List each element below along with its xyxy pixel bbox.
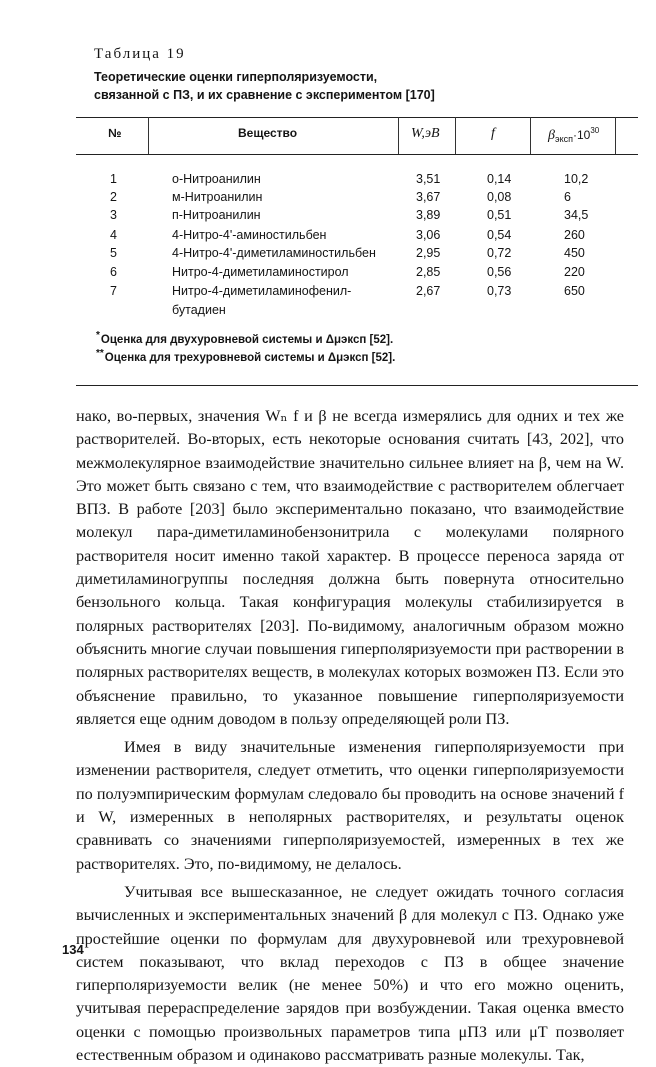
cell-number: 1 bbox=[110, 172, 117, 186]
cell-f: 0,14 bbox=[487, 172, 512, 186]
cell-number: 4 bbox=[110, 228, 117, 242]
footnote bbox=[96, 348, 395, 364]
header-beta bbox=[548, 126, 599, 144]
header-beta-mult: ·10 bbox=[573, 128, 591, 142]
header-divider bbox=[398, 117, 399, 154]
table-row bbox=[0, 228, 656, 246]
cell-number: 6 bbox=[110, 265, 117, 279]
cell-w: 2,67 bbox=[416, 284, 441, 298]
table-caption-line-1: Теоретические оценки гиперполяризуемости, bbox=[94, 70, 378, 84]
cell-substance: о-Нитроанилин bbox=[172, 172, 261, 186]
header-w: W,эВ bbox=[411, 126, 440, 141]
footnote-mark: ** bbox=[96, 348, 104, 359]
cell-substance: 4-Нитро-4'-диметиламиностильбен bbox=[172, 246, 376, 260]
table-row bbox=[0, 246, 656, 264]
table-label: Таблица 19 bbox=[94, 46, 186, 62]
header-divider bbox=[455, 117, 456, 154]
paragraph: Учитывая все вышесказанное, не следует ожидать точного согласия вычисленных и экспериментальных значений β для молекул с ПЗ. Однако уже простейшие оценки по формулам для двухуровневой или трехуровневой систем показывают, что вклад переходов с ПЗ в общее значение гиперполяризуемости велик (не менее 50%) и что его можно оценить, учитывая перераспределение зарядов при возбуждении. Такая оценка вместо оценки с помощью произвольных параметров типа μПЗ или μT позволяет естественным образом и одинаково рассматривать разные молекулы. Так, bbox=[76, 882, 624, 1065]
cell-beta: 450 bbox=[564, 246, 585, 260]
cell-substance: п-Нитроанилин bbox=[172, 208, 261, 222]
cell-f: 0,51 bbox=[487, 208, 512, 222]
cell-substance: 4-Нитро-4'-аминостильбен bbox=[172, 228, 327, 242]
header-beta-sub: эксп bbox=[554, 134, 573, 144]
cell-substance: м-Нитроанилин bbox=[172, 190, 263, 204]
header-divider bbox=[530, 117, 531, 154]
footnote-mark: * bbox=[96, 330, 100, 341]
cell-beta: 260 bbox=[564, 228, 585, 242]
table-caption bbox=[94, 68, 614, 104]
footnote-text: Оценка для трехуровневой системы и Δμэксп [52]. bbox=[104, 352, 396, 364]
table-row-continuation bbox=[0, 303, 656, 321]
cell-beta: 10,2 bbox=[564, 172, 589, 186]
cell-number: 7 bbox=[110, 284, 117, 298]
table-row bbox=[0, 172, 656, 190]
header-f: f bbox=[491, 126, 495, 141]
header-beta-exp: 30 bbox=[590, 126, 600, 135]
header-number: № bbox=[108, 126, 122, 140]
cell-number: 5 bbox=[110, 246, 117, 260]
cell-f: 0,73 bbox=[487, 284, 512, 298]
footnote-text: Оценка для двухуровневой системы и Δμэксп [52]. bbox=[100, 334, 394, 346]
cell-f: 0,56 bbox=[487, 265, 512, 279]
paragraph: Имея в виду значительные изменения гиперполяризуемости при изменении растворителя, следует отметить, что оценки гиперполяризуемости по полуэмпирическим формулам следовало бы проводить на основе значений f и W, измеренных в неполярных растворителях, и результаты оценок сравнивать со значениями гиперполяризуемостей, измеренных в тех же растворителях. Это, по-видимому, не делалось. bbox=[76, 738, 624, 873]
cell-f: 0,54 bbox=[487, 228, 512, 242]
cell-beta: 650 bbox=[564, 284, 585, 298]
header-beta-symbol: β bbox=[548, 128, 555, 143]
body-text bbox=[76, 405, 624, 1067]
table-header-rule bbox=[76, 154, 638, 155]
table-row bbox=[0, 284, 656, 302]
page-number: 134 bbox=[62, 942, 84, 957]
cell-beta: 6 bbox=[564, 190, 571, 204]
cell-f: 0,08 bbox=[487, 190, 512, 204]
cell-w: 3,89 bbox=[416, 208, 441, 222]
table-row bbox=[0, 208, 656, 226]
cell-w: 3,67 bbox=[416, 190, 441, 204]
cell-beta: 220 bbox=[564, 265, 585, 279]
table-bottom-rule bbox=[76, 385, 638, 386]
header-divider bbox=[615, 117, 616, 154]
cell-number: 2 bbox=[110, 190, 117, 204]
paragraph: нако, во-первых, значения Wₙ f и β не всегда измерялись для одних и тех же растворителей. Во-вторых, есть некоторые основания считать [43, 202], что межмолекулярное взаимодействие значительно сильнее влияет на β, чем на W. Это может быть связано с тем, что взаимодействие с растворителем облегчает ВПЗ. В работе [203] было экспериментально показано, что взаимодействие молекул пара-диметиламинобензонитрила с молекулами полярного растворителя носит именно такой характер. В процессе переноса заряда от диметиламиногруппы последняя должна быть повернута относительно бензольного кольца. Такая конфигурация молекулы стабилизируется в полярных растворителях [203]. По-видимому, аналогичным образом можно объяснить многие случаи повышения гиперполяризуемости при растворении в полярных растворителях веществ, в молекулах которых возможен ПЗ. Если это объяснение правильно, то указанное повышение гиперполяризуемости является еще одним доводом в пользу определяющей роли ПЗ. bbox=[76, 407, 624, 728]
footnote bbox=[96, 330, 393, 346]
cell-w: 3,51 bbox=[416, 172, 441, 186]
header-substance: Вещество bbox=[238, 126, 298, 140]
cell-substance-continuation: бутадиен bbox=[172, 303, 226, 317]
cell-number: 3 bbox=[110, 208, 117, 222]
cell-w: 2,95 bbox=[416, 246, 441, 260]
cell-substance: Нитро-4-диметиламинофенил- bbox=[172, 284, 352, 298]
cell-w: 2,85 bbox=[416, 265, 441, 279]
cell-f: 0,72 bbox=[487, 246, 512, 260]
cell-beta: 34,5 bbox=[564, 208, 589, 222]
table-row bbox=[0, 265, 656, 283]
table-top-rule bbox=[76, 117, 638, 118]
cell-substance: Нитро-4-диметиламиностирол bbox=[172, 265, 349, 279]
table-caption-line-2: связанной с ПЗ, и их сравнение с экспериментом [170] bbox=[94, 88, 435, 102]
table-row bbox=[0, 190, 656, 208]
header-divider bbox=[148, 117, 149, 154]
cell-w: 3,06 bbox=[416, 228, 441, 242]
